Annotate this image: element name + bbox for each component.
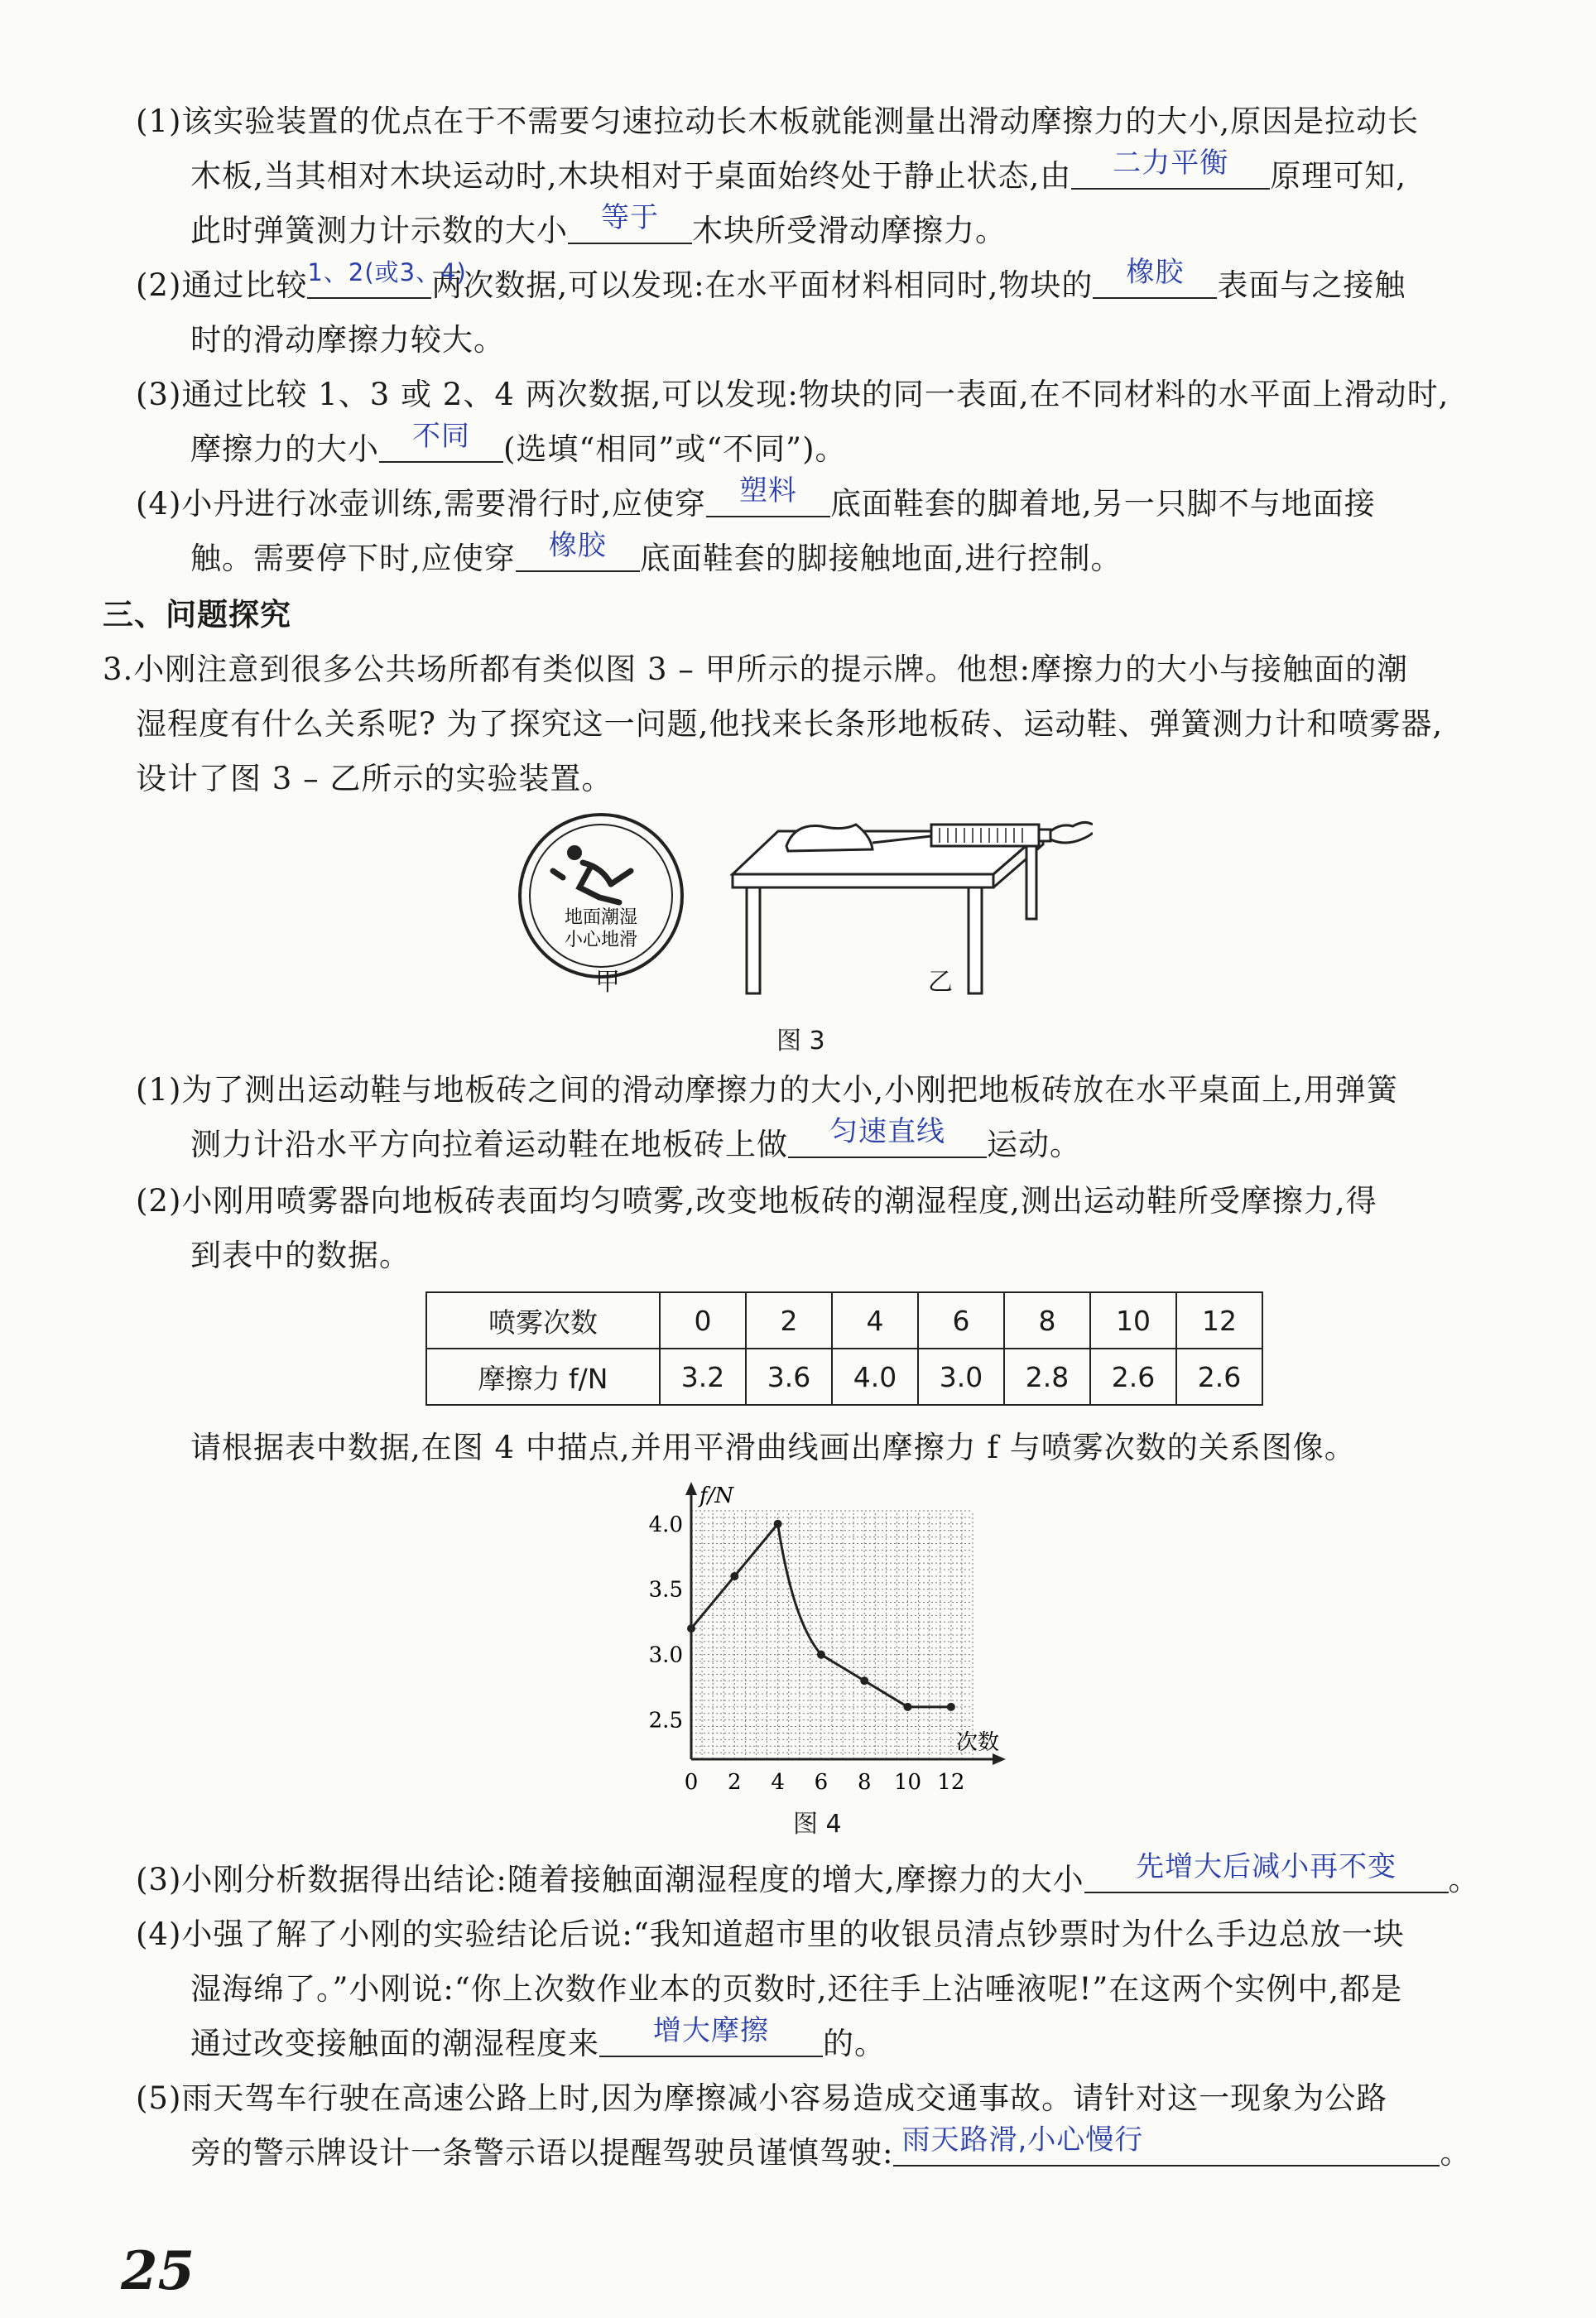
table-cell: 2.8	[1004, 1349, 1090, 1405]
hand-icon	[1050, 822, 1093, 843]
s2-line1: (2)小刚用喷雾器向地板砖表面均匀喷雾,改变地板砖的潮湿程度,测出运动鞋所受摩擦力,得	[136, 1183, 1377, 1219]
table-cell: 2.6	[1090, 1349, 1176, 1405]
table-cell: 6	[918, 1292, 1004, 1349]
chart-grid	[691, 1511, 973, 1759]
data-table	[425, 1291, 1263, 1406]
x-tick-label: 4	[771, 1770, 785, 1795]
problem3-line2: 湿程度有什么关系呢? 为了探究这一问题,他找来长条形地板砖、运动鞋、弹簧测力计和喷雾器,	[136, 706, 1444, 742]
handwritten-answer: 塑料	[738, 474, 797, 507]
figure-4-chart	[629, 1482, 1010, 1796]
answer-blank[interactable]	[893, 2123, 1440, 2167]
sign-text-2: 小心地滑	[564, 930, 638, 950]
problem3-line3: 设计了图 3 – 乙所示的实验装置。	[136, 761, 613, 796]
table-cell: 2	[746, 1292, 832, 1349]
table-row	[426, 1292, 1262, 1349]
x-axis-arrow-icon	[993, 1753, 1006, 1765]
s4-line2: 湿海绵了。”小刚说:“你上次数作业本的页数时,还往手上沾唾液呢!”在这两个实例中,都是	[190, 1971, 1403, 2007]
s4-line1: (4)小强了解了小刚的实验结论后说:“我知道超市里的收银员清点钞票时为什么手边总放一块	[136, 1916, 1405, 1952]
answer-blank[interactable]	[599, 2014, 823, 2057]
answer-blank[interactable]	[379, 420, 503, 463]
y-tick-label: 3.0	[648, 1642, 683, 1668]
x-axis-label: 次数	[956, 1730, 1000, 1755]
table-cell: 3.0	[918, 1349, 1004, 1405]
data-point	[947, 1703, 955, 1711]
y-axis-arrow-icon	[685, 1482, 697, 1495]
figure-label-b: 乙	[928, 968, 953, 997]
table-cell: 4.0	[832, 1349, 918, 1405]
table-cell: 0	[660, 1292, 746, 1349]
q4-line1: (4)小丹进行冰壶训练,需要滑行时,应使穿 塑料 底面鞋套的脚着地,另一只脚不与地面接	[136, 474, 1376, 522]
table-row-label: 摩擦力 f/N	[426, 1349, 660, 1405]
table-cell: 3.6	[746, 1349, 832, 1405]
table-cell: 10	[1090, 1292, 1176, 1349]
handwritten-answer: 匀速直线	[829, 1115, 945, 1148]
handwritten-answer: 二力平衡	[1113, 147, 1229, 180]
answer-blank[interactable]	[307, 258, 467, 299]
data-point	[730, 1572, 738, 1580]
answer-blank[interactable]	[788, 1115, 987, 1158]
data-point	[904, 1703, 912, 1711]
spring-scale-icon	[931, 825, 1050, 846]
data-point	[774, 1520, 782, 1528]
q1-line3: 此时弹簧测力计示数的大小 等于 木块所受滑动摩擦力。	[190, 201, 1007, 248]
s5-line1: (5)雨天驾车行驶在高速公路上时,因为摩擦减小容易造成交通事故。请针对这一现象为公路	[136, 2080, 1388, 2116]
x-tick-label: 10	[893, 1770, 922, 1795]
data-point	[860, 1676, 868, 1685]
experiment-apparatus	[733, 822, 1093, 993]
table-cell: 4	[832, 1292, 918, 1349]
x-tick-label: 12	[937, 1770, 965, 1795]
answer-blank[interactable]	[568, 201, 692, 244]
table-row-label: 喷雾次数	[426, 1292, 660, 1349]
instruction-line: 请根据表中数据,在图 4 中描点,并用平滑曲线画出摩擦力 f 与喷雾次数的关系图像。	[190, 1430, 1356, 1465]
table-cell: 12	[1176, 1292, 1262, 1349]
chart-axes	[685, 1482, 1006, 1765]
handwritten-answer: 等于	[601, 201, 659, 234]
figure-3-caption: 图 3	[776, 1027, 825, 1056]
figure-3	[513, 795, 1093, 1010]
s1-line1: (1)为了测出运动鞋与地板砖之间的滑动摩擦力的大小,小刚把地板砖放在水平桌面上,用弹簧	[136, 1072, 1398, 1108]
q3-line1: (3)通过比较 1、3 或 2、4 两次数据,可以发现:物块的同一表面,在不同材料的水平面上滑动时,	[136, 377, 1449, 412]
handwritten-answer: 1、2(或3、4)	[307, 258, 467, 286]
table-cell: 3.2	[660, 1349, 746, 1405]
answer-blank[interactable]	[1084, 1850, 1449, 1893]
q1-line1: (1)该实验装置的优点在于不需要匀速拉动长木板就能测量出滑动摩擦力的大小,原因是拉动长	[136, 103, 1420, 139]
sports-shoe-icon	[786, 825, 873, 851]
y-tick-label: 3.5	[648, 1577, 683, 1603]
x-tick-label: 8	[857, 1770, 872, 1795]
data-point	[817, 1651, 825, 1659]
table-cell: 2.6	[1176, 1349, 1262, 1405]
handwritten-answer: 先增大后减小再不变	[1136, 1850, 1397, 1883]
answer-blank[interactable]	[1071, 147, 1270, 190]
s1-line2: 测力计沿水平方向拉着运动鞋在地板砖上做 匀速直线 运动。	[190, 1115, 1081, 1162]
page-number: 25	[121, 2240, 195, 2302]
data-point	[687, 1624, 695, 1633]
x-tick-label: 6	[814, 1770, 829, 1795]
figure-label-a: 甲	[595, 968, 620, 997]
s4-line3: 通过改变接触面的潮湿程度来 增大摩擦 的。	[190, 2014, 886, 2061]
handwritten-answer: 不同	[412, 420, 470, 453]
wet-floor-sign	[520, 815, 682, 977]
q1-line2: 木板,当其相对木块运动时,木块相对于桌面始终处于静止状态,由 二力平衡 原理可知,	[190, 147, 1407, 194]
handwritten-answer: 增大摩擦	[653, 2014, 769, 2047]
handwritten-answer: 橡胶	[1126, 256, 1185, 289]
handwritten-answer: 雨天路滑,小心慢行	[901, 2123, 1144, 2157]
s2-line2: 到表中的数据。	[190, 1238, 411, 1273]
problem3-line1: 3.小刚注意到很多公共场所都有类似图 3 – 甲所示的提示牌。他想:摩擦力的大小与接触面的潮	[103, 652, 1409, 687]
q2-line1: (2)通过比较 1、2(或3、4) 两次数据,可以发现:在水平面材料相同时,物块的 橡胶 表面与之接触	[136, 256, 1406, 303]
q2-line2: 时的滑动摩擦力较大。	[190, 322, 505, 358]
table-cell: 8	[1004, 1292, 1090, 1349]
x-tick-label: 2	[728, 1770, 742, 1795]
table-row	[426, 1349, 1262, 1405]
y-tick-label: 2.5	[648, 1708, 683, 1734]
s5-line2: 旁的警示牌设计一条警示语以提醒驾驶员谨慎驾驶: 雨天路滑,小心慢行 。	[190, 2123, 1472, 2171]
q4-line2: 触。需要停下时,应使穿 橡胶 底面鞋套的脚接触地面,进行控制。	[190, 529, 1122, 576]
y-axis-label: f/N	[699, 1484, 734, 1508]
sign-text-1: 地面潮湿	[564, 907, 638, 928]
figure-4-caption: 图 4	[793, 1810, 842, 1839]
answer-blank[interactable]	[706, 474, 830, 517]
y-tick-label: 4.0	[648, 1512, 683, 1537]
x-tick-label: 0	[684, 1770, 699, 1795]
answer-blank[interactable]	[1093, 256, 1217, 299]
section-heading: 三、问题探究	[103, 597, 291, 632]
s3-line1: (3)小刚分析数据得出结论:随着接触面潮湿程度的增大,摩擦力的大小 先增大后减小再不变 。	[136, 1850, 1480, 1897]
answer-blank[interactable]	[516, 529, 640, 572]
q3-line2: 摩擦力的大小 不同 (选填“相同”或“不同”)。	[190, 420, 847, 467]
handwritten-answer: 橡胶	[548, 529, 607, 562]
slipping-person-icon	[553, 845, 631, 902]
